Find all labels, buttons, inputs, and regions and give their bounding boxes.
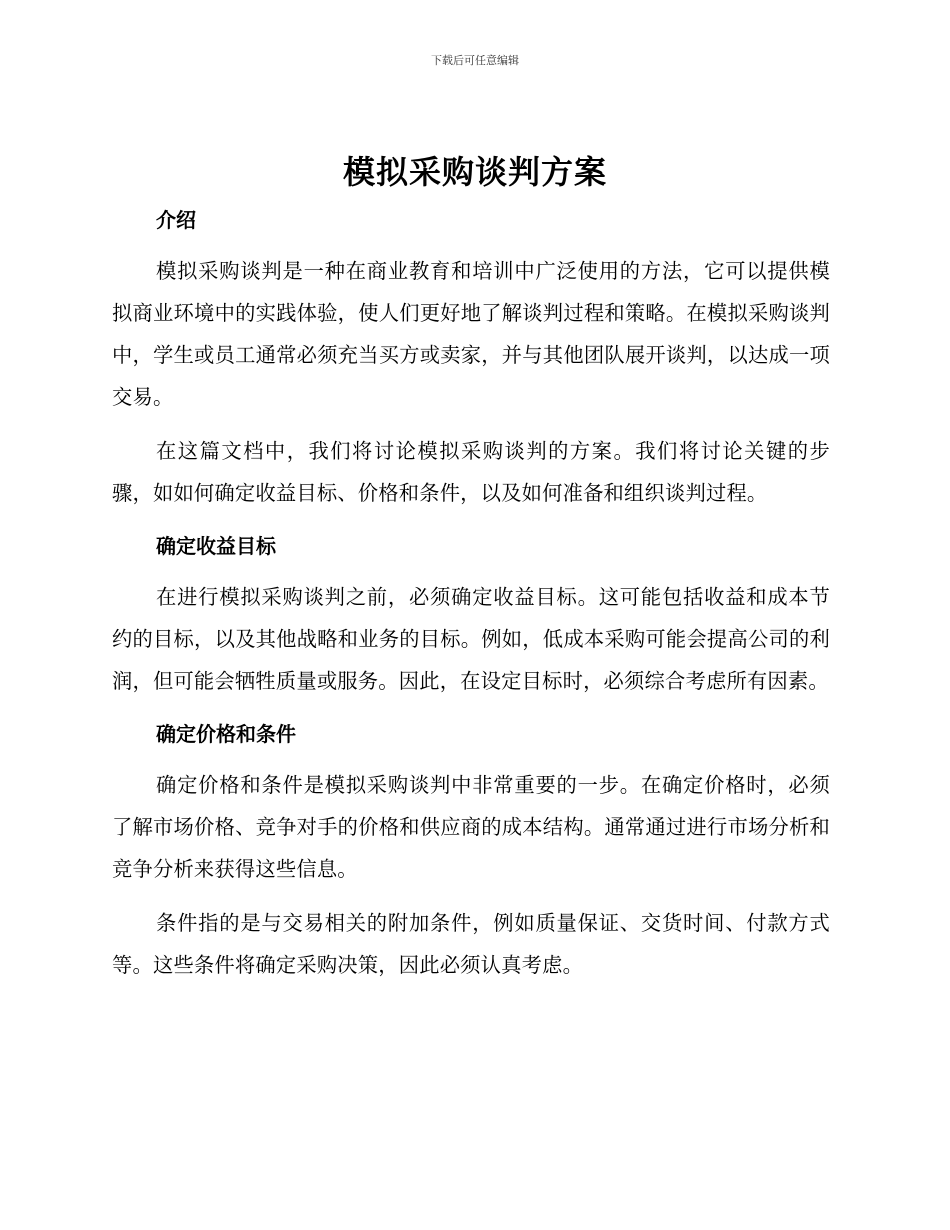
section-revenue-goals [112, 528, 830, 702]
section-introduction [112, 202, 830, 514]
paragraph: 条件指的是与交易相关的附加条件，例如质量保证、交货时间、付款方式等。这些条件将确定采购决策，因此必须认真考虑。 [112, 911, 830, 977]
paragraph: 在这篇文档中，我们将讨论模拟采购谈判的方案。我们将讨论关键的步骤，如如何确定收益目标、价格和条件，以及如何准备和组织谈判过程。 [112, 439, 830, 505]
section-price-and-terms [112, 716, 830, 986]
section-heading: 确定收益目标 [156, 534, 276, 558]
document-body [112, 202, 830, 986]
paragraph: 确定价格和条件是模拟采购谈判中非常重要的一步。在确定价格时，必须了解市场价格、竞争对手的价格和供应商的成本结构。通常通过进行市场分析和竞争分析来获得这些信息。 [112, 773, 830, 881]
paragraph: 模拟采购谈判是一种在商业教育和培训中广泛使用的方法，它可以提供模拟商业环境中的实践体验，使人们更好地了解谈判过程和策略。在模拟采购谈判中，学生或员工通常必须充当买方或卖家，并与其他团队展开谈判，以达成一项交易。 [112, 259, 830, 409]
header-note: 下载后可任意编辑 [431, 54, 519, 67]
paragraph: 在进行模拟采购谈判之前，必须确定收益目标。这可能包括收益和成本节约的目标，以及其他战略和业务的目标。例如，低成本采购可能会提高公司的利润，但可能会牺牲质量或服务。因此，在设定目标时，必须综合考虑所有因素。 [112, 585, 830, 693]
section-heading: 介绍 [156, 208, 196, 232]
section-heading: 确定价格和条件 [156, 722, 296, 746]
document-title: 模拟采购谈判方案 [342, 153, 607, 191]
